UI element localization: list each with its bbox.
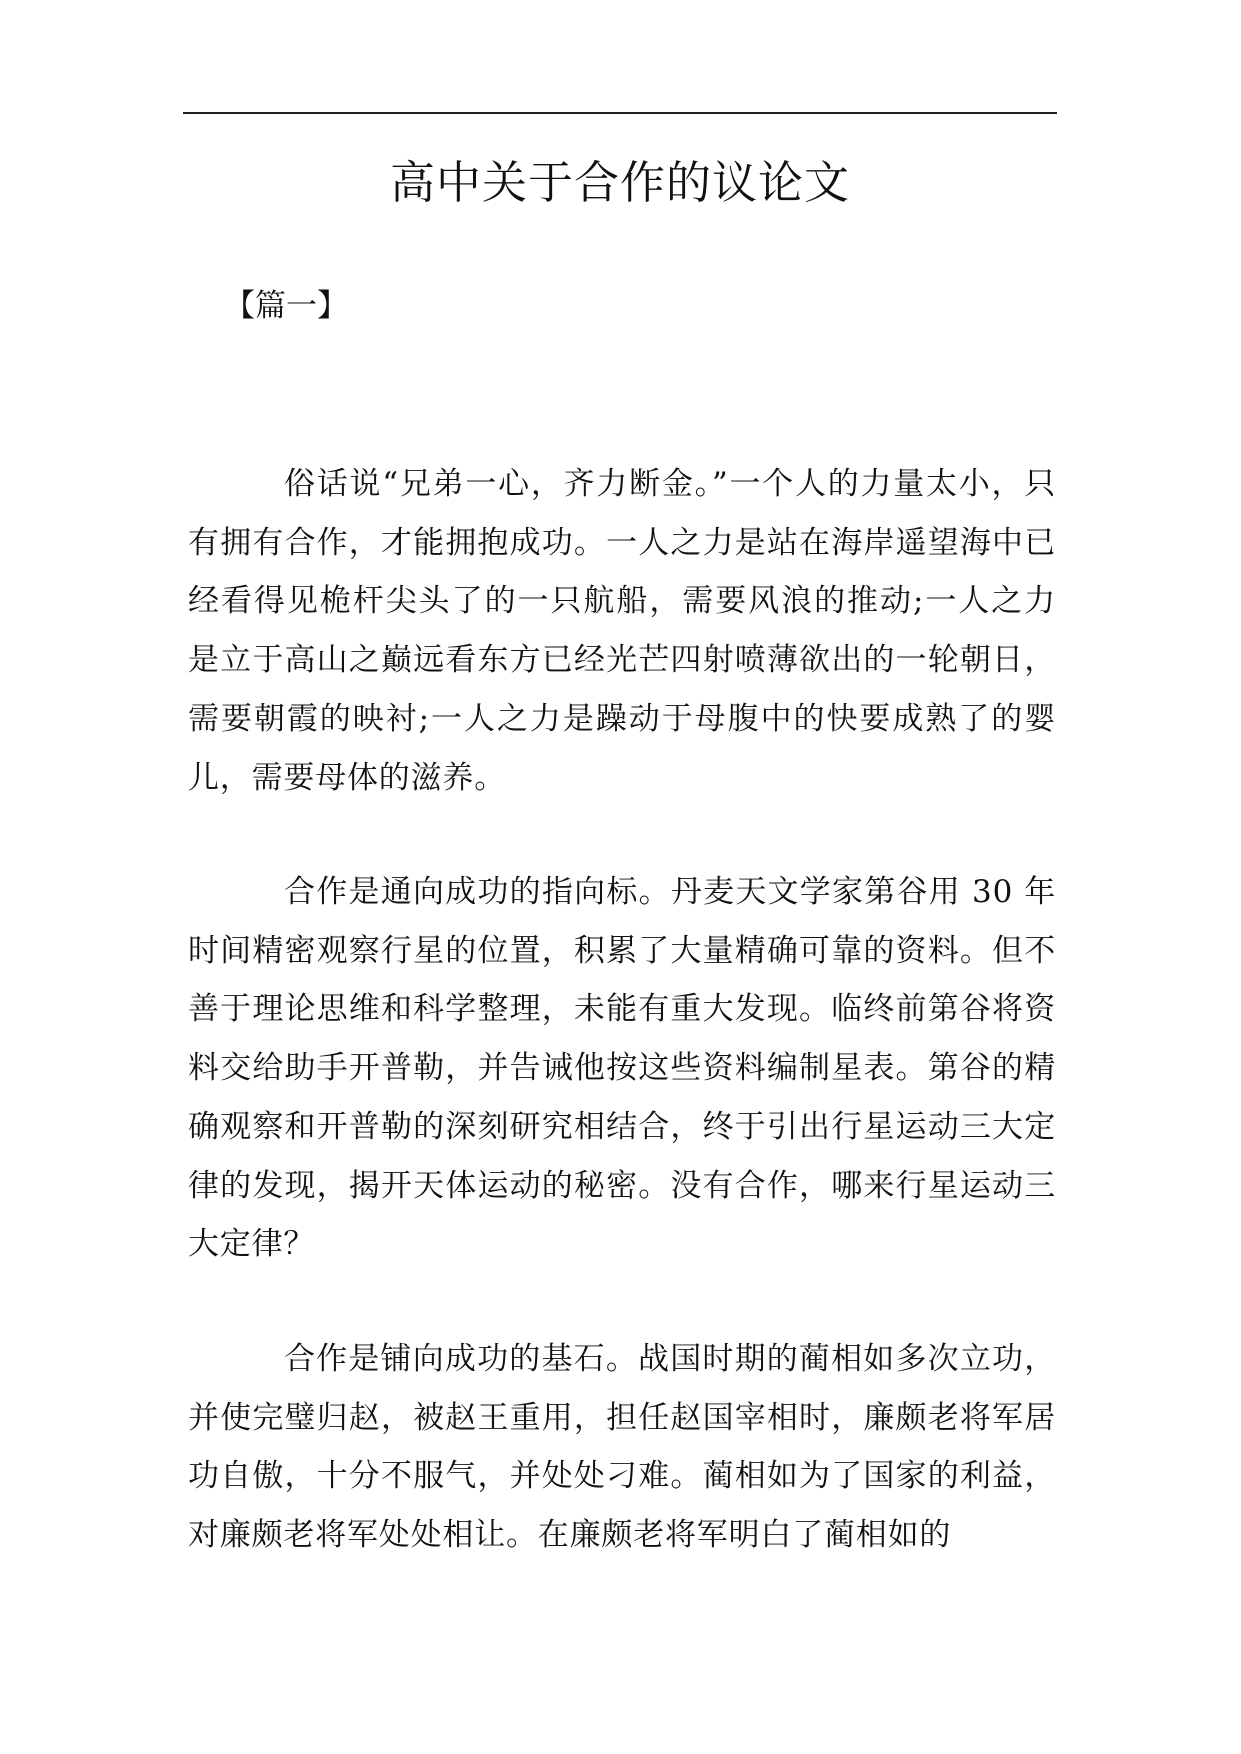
page-title: 高中关于合作的议论文 — [389, 156, 850, 209]
paragraph-3: 合作是铺向成功的基石。战国时期的蔺相如多次立功，并使完璧归赵，被赵王重用，担任赵国宰相时，廉颇老将军居功自傲，十分不服气，并处处刁难。蔺相如为了国家的利益，对廉颇老将军处处相让。在廉颇老将军明白了蔺相如的 — [188, 1341, 1056, 1554]
header-rule — [183, 112, 1057, 114]
paragraph-1: 俗话说“兄弟一心，齐力断金。”一个人的力量太小，只有拥有合作，才能拥抱成功。一人之力是站在海岸遥望海中已经看得见桅杆尖头了的一只航船，需要风浪的推动;一人之力是立于高山之巅远看东方已经光芒四射喷薄欲出的一轮朝日，需要朝霞的映衬;一人之力是躁动于母腹中的快要成熟了的婴儿，需要母体的滋养。 — [188, 466, 1056, 796]
section-label: 【篇一】 — [224, 288, 348, 324]
paragraph-2: 合作是通向成功的指向标。丹麦天文学家第谷用 30 年时间精密观察行星的位置，积累了大量精确可靠的资料。但不善于理论思维和科学整理，未能有重大发现。临终前第谷将资料交给助手开普勒，并告诫他按这些资料编制星表。第谷的精确观察和开普勒的深刻研究相结合，终于引出行星运动三大定律的发现，揭开天体运动的秘密。没有合作，哪来行星运动三大定律？ — [188, 874, 1056, 1263]
